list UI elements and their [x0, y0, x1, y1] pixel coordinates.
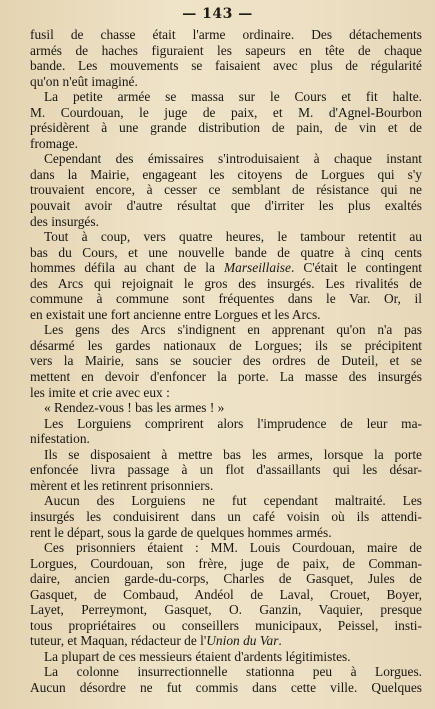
body-text [30, 27, 422, 696]
page-number: — 143 — [182, 6, 253, 22]
text-line: commune à commune sont fréquentes dans le Var. Or, il [30, 291, 422, 307]
italic-text: Marseillaise [224, 260, 291, 276]
text-line: La plupart de ces messieurs étaient d'ardents légitimistes. [44, 648, 351, 664]
text-line: Ces prisonniers étaient : MM. Louis Courdouan, maire de [44, 540, 422, 556]
text-line: mettent en devoir d'enfoncer la porte. La masse des insurgés [30, 369, 422, 385]
text-line: Les gens des Arcs s'indignent en apprenant qu'on n'a pas [44, 322, 422, 338]
text-line: vers la Mairie, sans se soucier des ordres de Duteil, et se [30, 353, 422, 369]
text-line: « Rendez-vous ! bas les armes ! » [44, 400, 225, 416]
text-line: M. Courdouan, le juge de paix, et M. d'Agnel-Bourbon [30, 104, 422, 120]
text-line: armés de haches figuraient les sapeurs en tête de chaque [30, 42, 422, 58]
text-line: des insurgés. [30, 213, 99, 229]
text-line: hommes défila au chant de la Marseillaise. C'était le contingent [30, 260, 422, 276]
italic-text: Union du Var [206, 633, 279, 649]
text-line: qu'on n'eût imaginé. [30, 73, 138, 89]
text-line: Layet, Perreymont, Gasquet, O. Ganzin, Vaquier, presque [30, 602, 422, 618]
text-line: Les Lorguiens comprirent alors l'imprudence de leur ma- [44, 415, 422, 431]
text-line: Cependant des émissaires s'introduisaient à chaque instant [44, 151, 422, 167]
text-line: bas du Cours, et une nouvelle bande de quatre à cinq cents [30, 244, 422, 260]
text-line: Aucun désordre ne fut commis dans cette ville. Quelques [30, 679, 422, 695]
text-line: pouvait avoir d'autre résultat que d'irriter les plus exaltés [30, 198, 422, 214]
text-line: Ils se disposaient à mettre bas les armes, lorsque la porte [44, 446, 422, 462]
text-line: Aucun des Lorguiens ne fut cependant maltraité. Les [44, 493, 422, 509]
text-line: mèrent et les retinrent prisonniers. [30, 477, 214, 493]
text-line: fusil de chasse était l'arme ordinaire. Des détachements [30, 27, 422, 42]
text-line: insurgés les conduisirent dans un café voisin où ils attendi- [30, 508, 422, 524]
text-line: tous propriétaires ou conseillers municipaux, Peissel, insti- [30, 617, 422, 633]
text-line: La colonne insurrectionnelle stationna peu à Lorgues. [44, 664, 422, 680]
text-line: daire, ancien garde-du-corps, Charles de Gasquet, Jules de [30, 571, 422, 587]
text-line: trouvaient encore, à cesser ce semblant de résistance qui ne [30, 182, 422, 198]
text-line: enfoncée livra passage à un flot d'assaillants qui les désar- [30, 462, 422, 478]
text-line: Gasquet, de Combaud, Andéol de Laval, Crouet, Boyer, [30, 586, 422, 602]
text-line: les imite et crie avec eux : [30, 384, 170, 400]
text-line: Lorgues, Courdouan, son frère, juge de paix, de Comman- [30, 555, 422, 571]
text-line: tuteur, et Maquan, rédacteur de l'Union du Var. [30, 633, 282, 649]
text-line: bande. Les mouvements se faisaient avec plus de régularité [30, 58, 422, 74]
text-line: nifestation. [30, 431, 90, 447]
text-line: dans la Mairie, engageant les citoyens de Lorgues qui s'y [30, 166, 422, 182]
text-line: rent le départ, sous la garde de quelques hommes armés. [30, 524, 332, 540]
text-line: fromage. [30, 135, 78, 151]
text-line: La petite armée se massa sur le Cours et fit halte. [44, 89, 422, 105]
text-line: présidèrent à une grande distribution de pain, de vin et de [30, 120, 422, 136]
text-line: des Arcs qui rejoignait le gros des insurgés. Les rivalités de [30, 275, 422, 291]
text-line: en existait une fort ancienne entre Lorgues et les Arcs. [30, 306, 321, 322]
text-line: Tout à coup, vers quatre heures, le tambour retentit au [44, 229, 422, 245]
text-line: désarmé les gardes nationaux de Lorgues; ils se précipitent [30, 337, 422, 353]
